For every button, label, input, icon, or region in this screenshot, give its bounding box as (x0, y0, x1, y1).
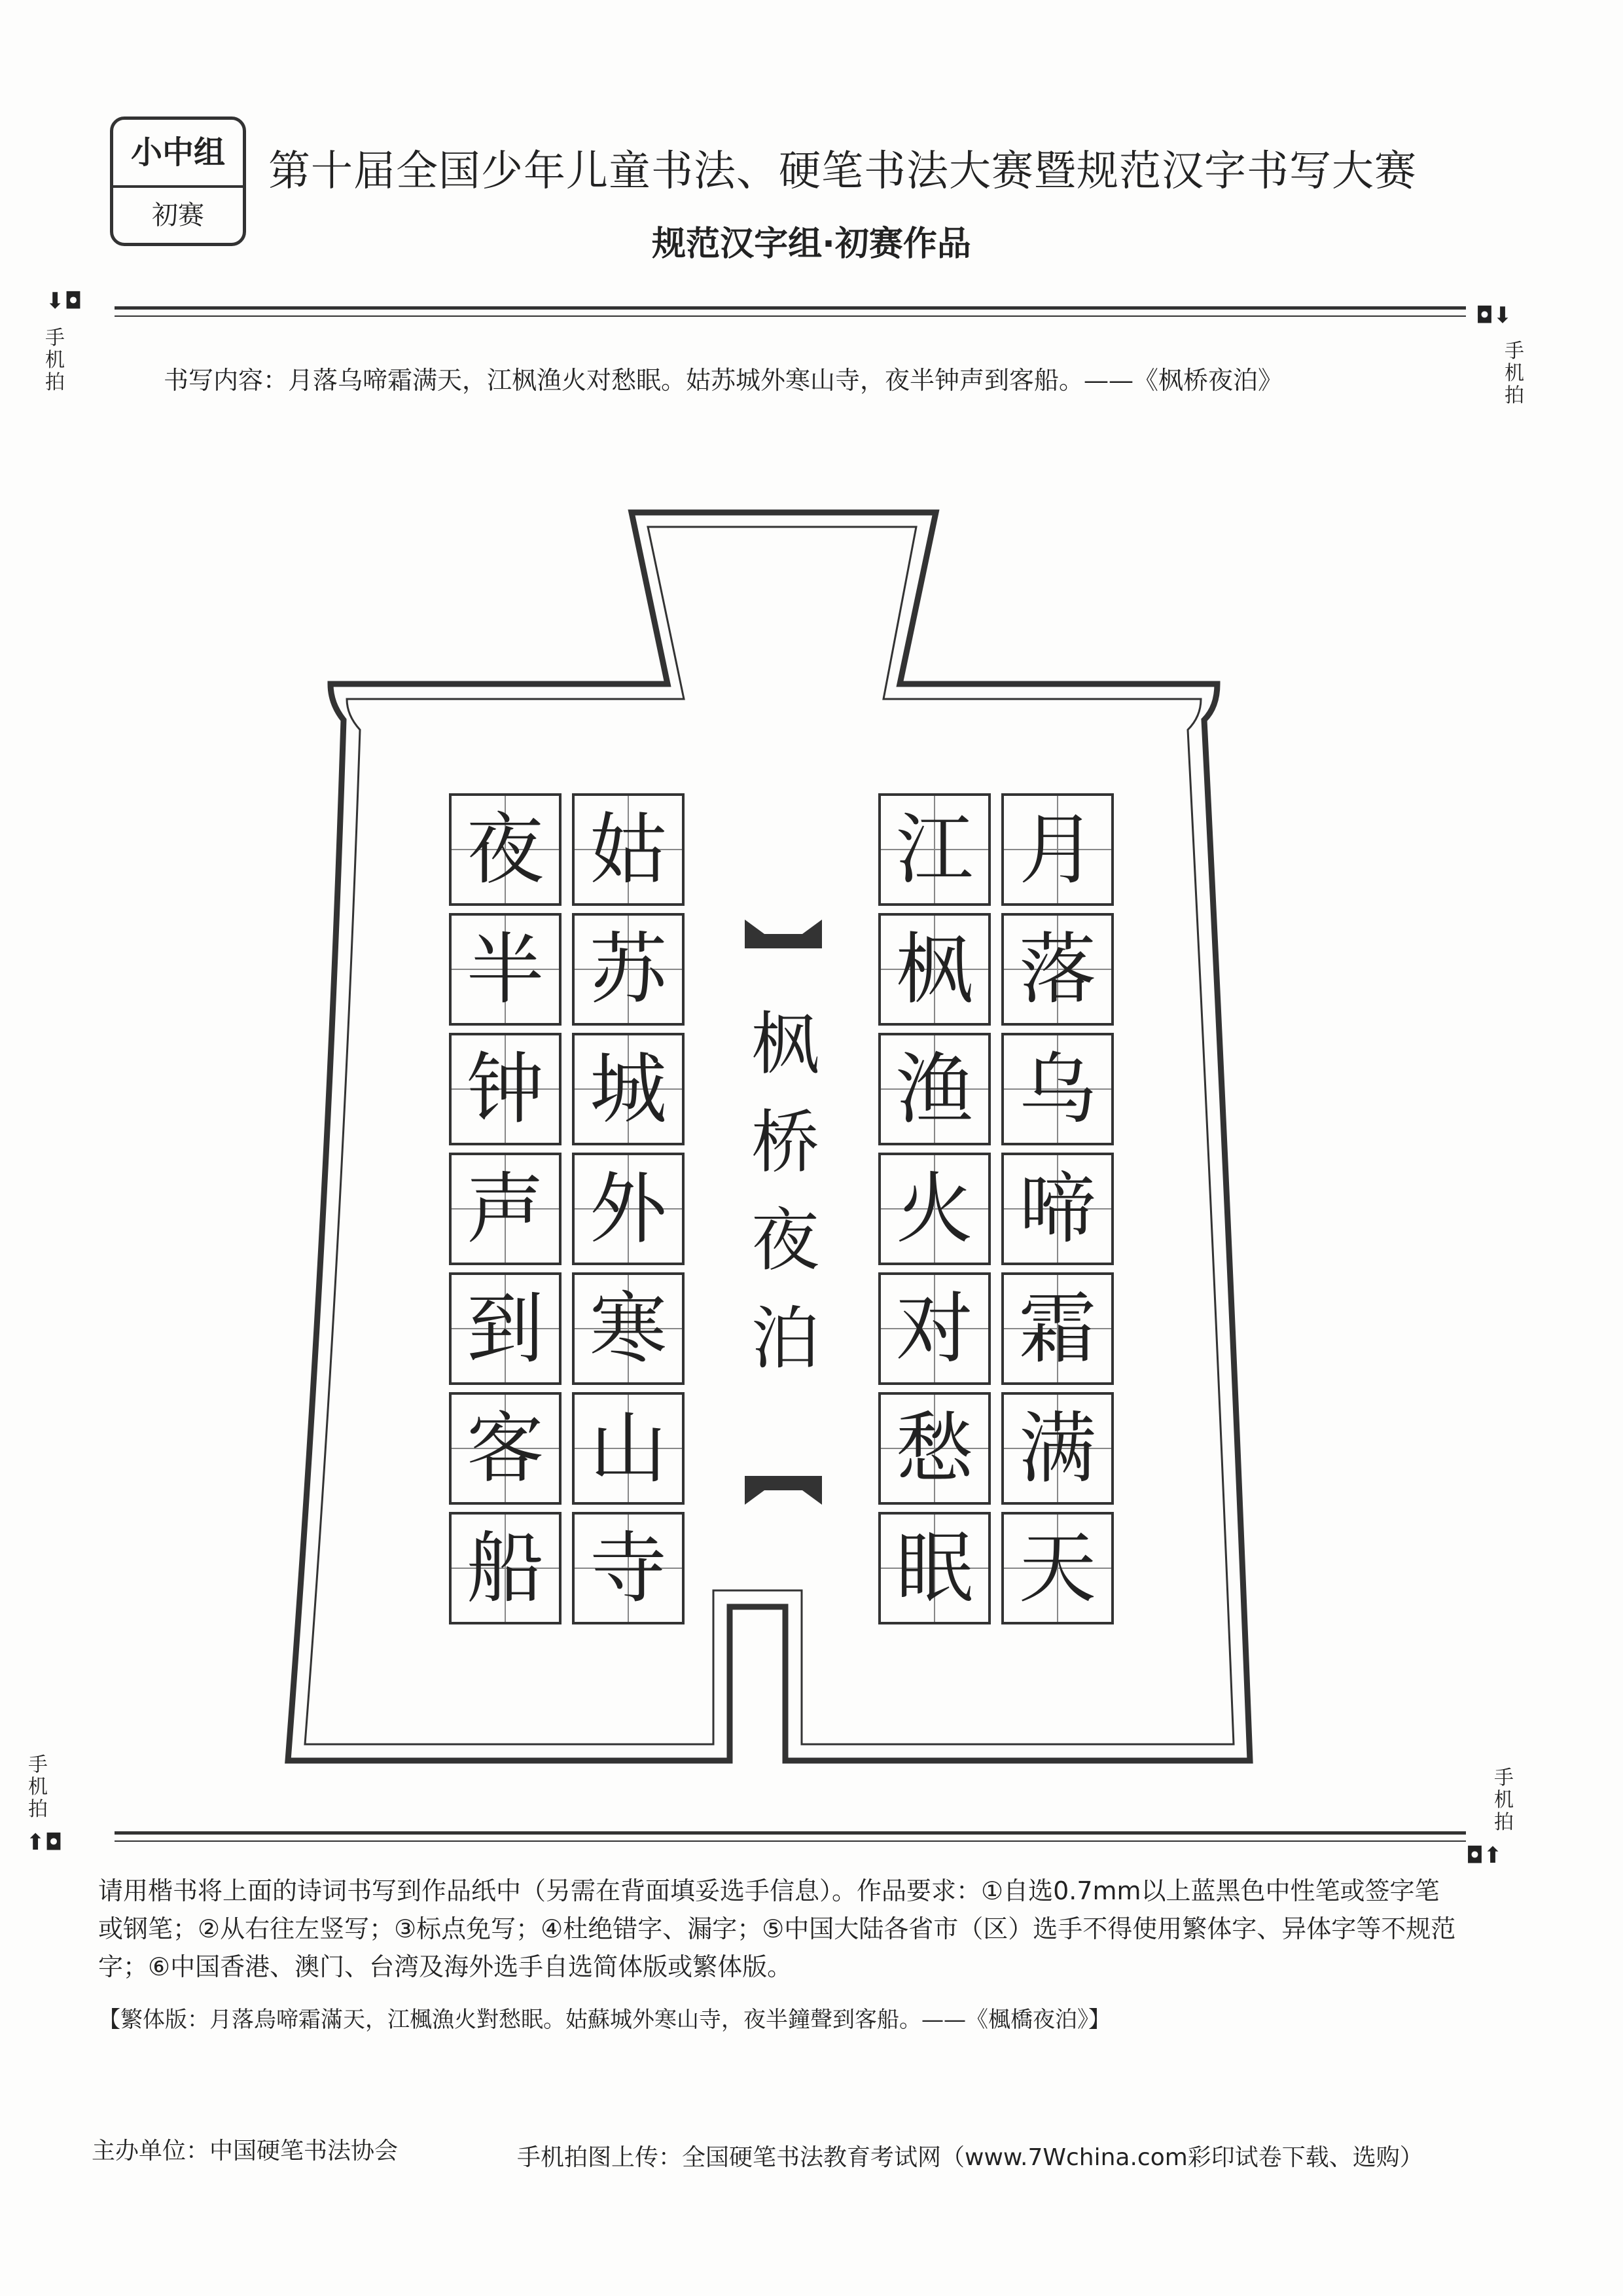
upload-info: 手机拍图上传：全国硬笔书法教育考试网（www.7Wchina.com彩印试卷下载、选购） (517, 2144, 1423, 2171)
phone-shoot-label: 手机拍 (45, 327, 65, 394)
grid-cell: 外 (572, 1153, 685, 1265)
page-subtitle: 规范汉字组·初赛作品 (652, 224, 971, 264)
grid-cell: 到 (449, 1272, 562, 1385)
grid-cell: 渔 (878, 1033, 991, 1145)
poem-title-text: 枫桥夜泊 (751, 1004, 820, 1378)
poem-title (736, 995, 834, 1388)
grid-cell: 满 (1001, 1392, 1114, 1505)
grid-cell: 月 (1001, 793, 1114, 906)
grid-cell: 江 (878, 793, 991, 906)
phone-shoot-label: 手机拍 (28, 1753, 48, 1821)
title-banner-bottom (745, 1476, 822, 1505)
grid-cell: 苏 (572, 913, 685, 1026)
badge-stage-label: 初赛 (152, 200, 204, 230)
grid-cell: 天 (1001, 1512, 1114, 1624)
grid-cell: 山 (572, 1392, 685, 1505)
phone-shoot-label: 手机拍 (1494, 1767, 1514, 1834)
grid-cell: 船 (449, 1512, 562, 1624)
grid-cell: 钟 (449, 1033, 562, 1145)
grid-cell: 夜 (449, 793, 562, 906)
phone-shoot-label: 手机拍 (1505, 340, 1524, 407)
page-title: 第十届全国少年儿童书法、硬笔书法大赛暨规范汉字书写大赛 (268, 147, 1417, 196)
title-banner-top (745, 920, 822, 948)
camera-icon: ◘⬇ (1476, 302, 1512, 329)
divider (115, 1831, 1466, 1835)
writing-content: 书写内容：月落乌啼霜满天，江枫渔火对愁眠。姑苏城外寒山寺，夜半钟声到客船。——《枫桥夜泊》 (164, 366, 1283, 395)
grid-cell: 半 (449, 913, 562, 1026)
grid-cell: 客 (449, 1392, 562, 1505)
grid-cell: 对 (878, 1272, 991, 1385)
camera-icon: ⬇◘ (46, 288, 82, 314)
grid-cell: 城 (572, 1033, 685, 1145)
grid-cell: 声 (449, 1153, 562, 1265)
instructions: 请用楷书将上面的诗词书写到作品纸中（另需在背面填妥选手信息）。作品要求：①自选0.7mm以上蓝黑色中性笔或签字笔或钢笔；②从右往左竖写；③标点免写；④杜绝错字、漏字；⑤中国大陆各省市（区）选手不得使用繁体字、异体字等不规范字；⑥中国香港、澳门、台湾及海外选手自选简体版或繁体版。 (98, 1876, 1456, 1981)
grid-cell: 寒 (572, 1272, 685, 1385)
organizer: 主办单位：中国硬笔书法协会 (92, 2138, 399, 2164)
divider (115, 1840, 1466, 1842)
grid-cell: 姑 (572, 793, 685, 906)
grid-cell: 霜 (1001, 1272, 1114, 1385)
grid-cell: 愁 (878, 1392, 991, 1505)
grid-cell: 眠 (878, 1512, 991, 1624)
grid-cell: 寺 (572, 1512, 685, 1624)
camera-icon: ◘⬆ (1466, 1842, 1503, 1869)
traditional-version: 【繁体版：月落烏啼霜滿天，江楓漁火對愁眠。姑蘇城外寒山寺，夜半鐘聲到客船。——《楓橋夜泊》】 (98, 2007, 1111, 2033)
badge-group-label: 小中组 (113, 120, 243, 188)
camera-icon: ⬆◘ (26, 1829, 63, 1856)
grid-cell: 乌 (1001, 1033, 1114, 1145)
grid-cell: 火 (878, 1153, 991, 1265)
grid-cell: 枫 (878, 913, 991, 1026)
grid-cell: 啼 (1001, 1153, 1114, 1265)
grid-cell: 落 (1001, 913, 1114, 1026)
